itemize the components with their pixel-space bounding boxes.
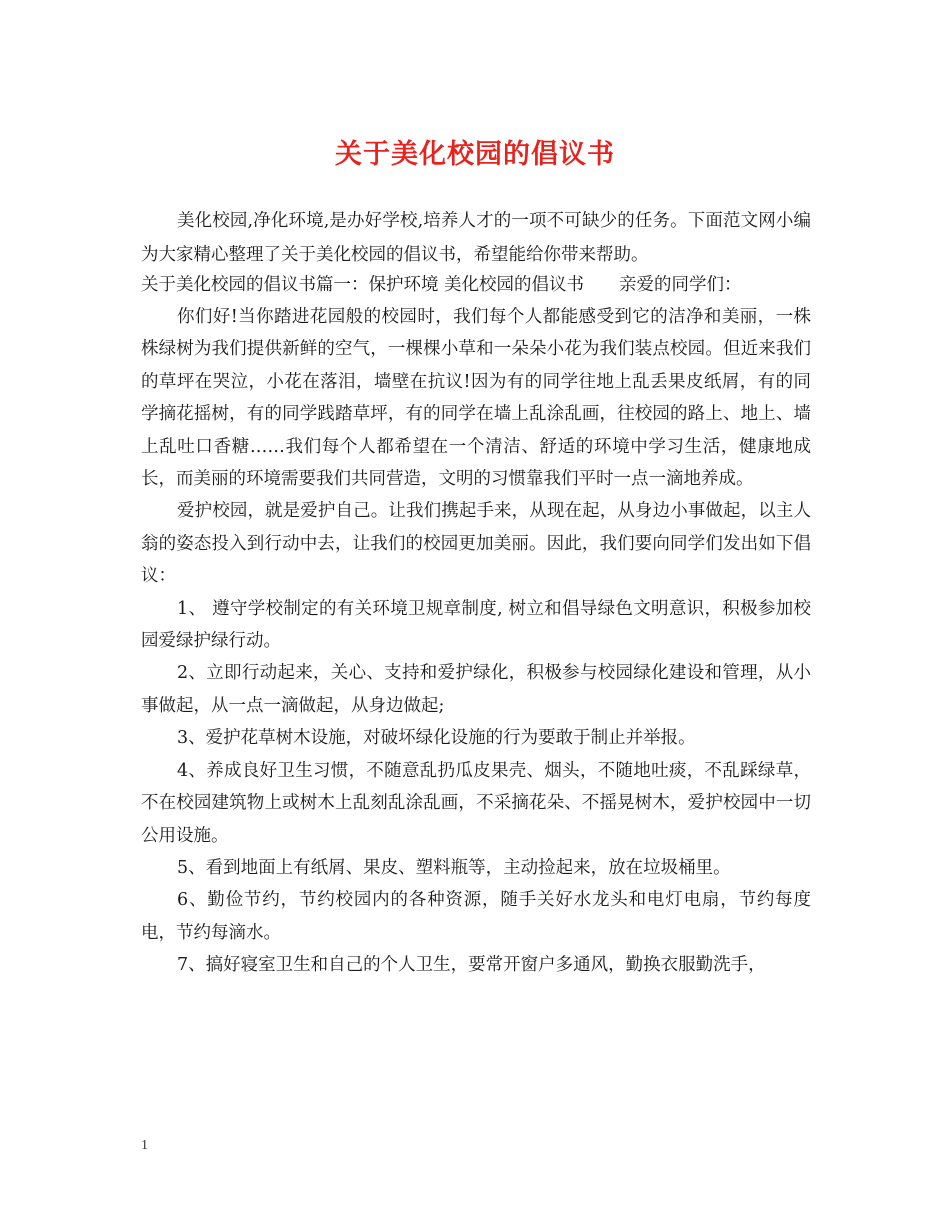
body-paragraph: 爱护校园，就是爱护自己。让我们携起手来，从现在起，从身边小事做起，以主人翁的姿态投入到行动中去，让我们的校园更加美丽。因此，我们要向同学们发出如下倡议：	[141, 501, 811, 587]
section-subheading: 关于美化校园的倡议书篇一：保护环境 美化校园的倡议书 亲爱的同学们：	[141, 275, 742, 295]
document-title: 关于美化校园的倡议书	[335, 139, 615, 170]
page-number: 1	[141, 1138, 148, 1153]
proposal-item: 7、搞好寝室卫生和自己的个人卫生，要常开窗户多通风，勤换衣服勤洗手，	[177, 955, 766, 976]
document-body	[141, 204, 811, 982]
body-paragraph: 你们好!当你踏进花园般的校园时，我们每个人都能感受到它的洁净和美丽，一株株绿树为我们提供新鲜的空气，一棵棵小草和一朵朵小花为我们装点校园。但近来我们的草坪在哭泣，小花在落泪，墙壁在抗议!因为有的同学往地上乱丢果皮纸屑，有的同学摘花摇树，有的同学践踏草坪，有的同学在墙上乱涂乱画，往校园的路上、地上、墙上乱吐口香糖……我们每个人都希望在一个清洁、舒适的环境中学习生活，健康地成长，而美丽的环境需要我们共同营造，文明的习惯靠我们平时一点一滴地养成。	[141, 307, 811, 490]
proposal-item: 4、养成良好卫生习惯，不随意乱扔瓜皮果壳、烟头，不随地吐痰，不乱踩绿草，不在校园建筑物上或树木上乱刻乱涂乱画，不采摘花朵、不摇晃树木，爱护校园中一切公用设施。	[141, 760, 811, 846]
proposal-item: 5、看到地面上有纸屑、果皮、塑料瓶等，主动捡起来，放在垃圾桶里。	[177, 857, 731, 878]
intro-paragraph: 美化校园,净化环境,是办好学校,培养人才的一项不可缺少的任务。下面范文网小编为大家精心整理了关于美化校园的倡议书，希望能给你带来帮助。	[141, 211, 811, 265]
proposal-item: 2、立即行动起来，关心、支持和爱护绿化，积极参与校园绿化建设和管理，从小事做起，从一点一滴做起，从身边做起;	[141, 663, 811, 716]
proposal-item: 1、 遵守学校制定的有关环境卫规章制度, 树立和倡导绿色文明意识，积极参加校园爱绿护绿行动。	[141, 598, 811, 652]
proposal-item: 3、爱护花草树木设施，对破坏绿化设施的行为要敢于制止并举报。	[177, 728, 696, 749]
proposal-item: 6、勤俭节约，节约校园内的各种资源，随手关好水龙头和电灯电扇，节约每度电，节约每滴水。	[141, 890, 811, 943]
